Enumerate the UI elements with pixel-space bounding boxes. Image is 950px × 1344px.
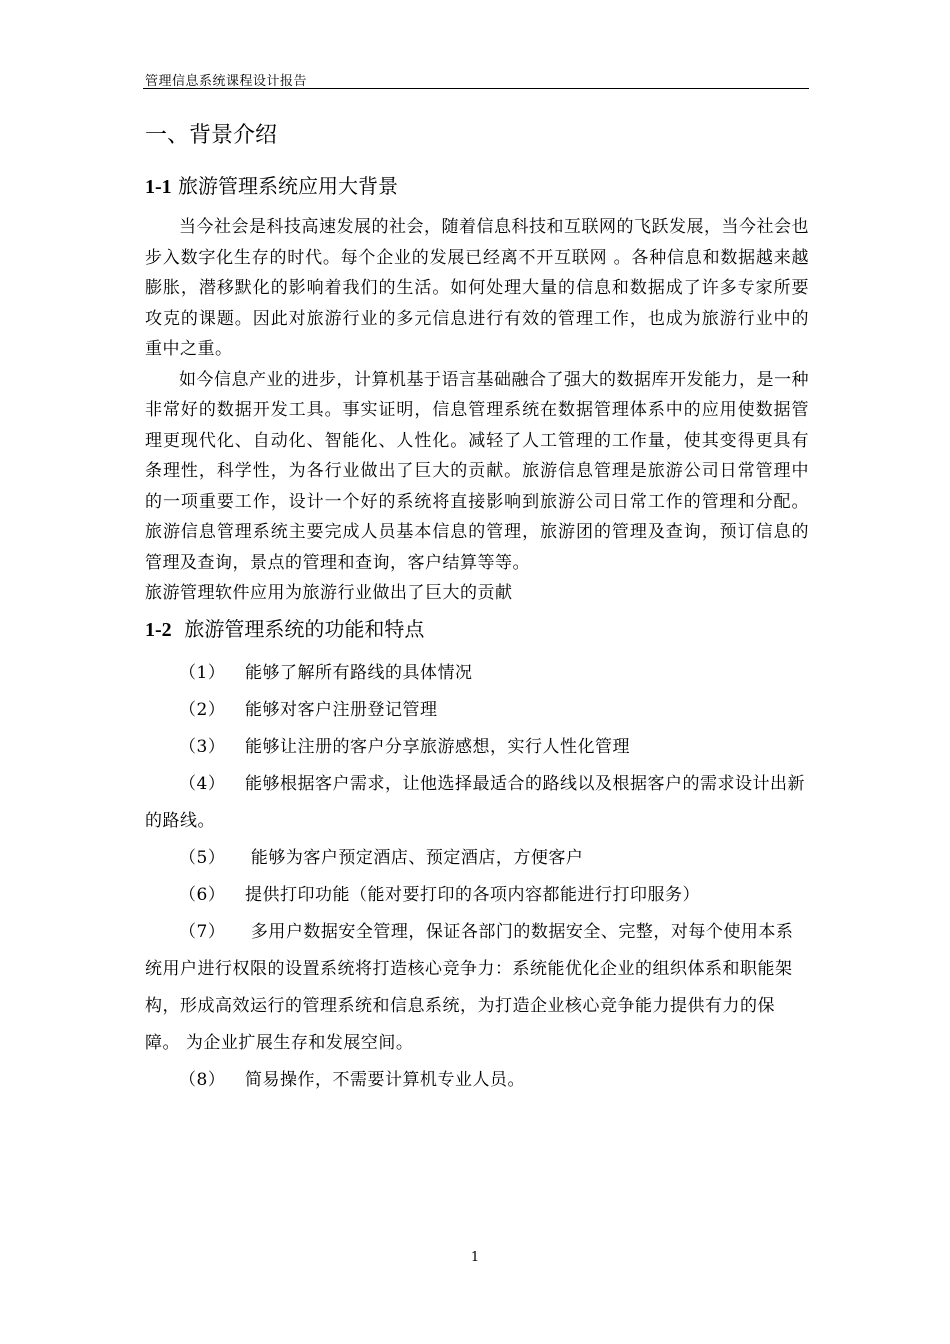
list-item xyxy=(145,655,809,692)
list-item-number: （3） xyxy=(179,736,226,757)
list-item xyxy=(145,1062,809,1099)
page-number: 1 xyxy=(470,1250,480,1265)
list-item-number: （6） xyxy=(179,884,226,905)
list-item-text: 能够为客户预定酒店、预定酒店，方便客户 xyxy=(245,847,584,868)
header-divider xyxy=(143,88,809,89)
list-item-number: （5） xyxy=(179,847,226,868)
subsection-2-title: 旅游管理系统的功能和特点 xyxy=(184,616,425,641)
list-item-text: 简易操作，不需要计算机专业人员。 xyxy=(245,1069,525,1090)
list-item xyxy=(145,729,809,766)
list-item xyxy=(145,766,809,840)
subsection-2-heading xyxy=(145,609,809,649)
paragraph-2: 如今信息产业的进步，计算机基于语言基础融合了强大的数据库开发能力，是一种非常好的数据开发工具。事实证明，信息管理系统在数据管理体系中的应用使数据管理更现代化、自动化、智能化、人性化。减轻了人工管理的工作量，使其变得更具有条理性，科学性，为各行业做出了巨大的贡献。旅游信息管理是旅游公司日常管理中的一项重要工作，设计一个好的系统将直接影响到旅游公司日常工作的管理和分配。旅游信息管理系统主要完成人员基本信息的管理，旅游团的管理及查询，预订信息的管理及查询，景点的管理和查询，客户结算等等。 xyxy=(145,369,809,573)
subsection-1-heading xyxy=(145,166,809,206)
list-item-text: 能够让注册的客户分享旅游感想，实行人性化管理 xyxy=(245,736,630,757)
list-item xyxy=(145,877,809,914)
list-item-number: （8） xyxy=(179,1069,226,1090)
list-item xyxy=(145,692,809,729)
list-item-text: 能够根据客户需求，让他选择最适合的路线以及根据客户的需求设计出新的路线。 xyxy=(145,773,805,831)
list-item-text: 能够对客户注册登记管理 xyxy=(245,699,438,720)
list-item-number: （1） xyxy=(179,662,226,683)
list-item-number: （7） xyxy=(179,921,226,942)
section-title: 一、背景介绍 xyxy=(145,123,278,148)
subsection-1-number: 1-1 xyxy=(145,176,172,198)
list-item-number: （4） xyxy=(179,773,226,794)
list-item xyxy=(145,914,809,1062)
list-item-text: 多用户数据安全管理，保证各部门的数据安全、完整，对每个使用本系统用户进行权限的设置系统将打造核心竞争力：系统能优化企业的组织体系和职能架构，形成高效运行的管理系统和信息系统，为打造企业核心竞争能力提供有力的保障。 为企业扩展生存和发展空间。 xyxy=(145,921,794,1053)
paragraph-1: 当今社会是科技高速发展的社会，随着信息科技和互联网的飞跃发展，当今社会也步入数字化生存的时代。每个企业的发展已经离不开互联网 。各种信息和数据越来越膨胀，潜移默化的影响着我们的生活。如何处理大量的信息和数据成了许多专家所要攻克的课题。因此对旅游行业的多元信息进行有效的管理工作，也成为旅游行业中的重中之重。 xyxy=(145,217,809,359)
subsection-1-title: 旅游管理系统应用大背景 xyxy=(178,174,399,198)
subsection-2-number: 1-2 xyxy=(145,618,172,641)
document-body xyxy=(145,116,809,1099)
list-item-number: （2） xyxy=(179,699,226,720)
paragraph-3: 旅游管理软件应用为旅游行业做出了巨大的贡献 xyxy=(145,583,513,603)
list-item-text: 能够了解所有路线的具体情况 xyxy=(245,662,473,683)
page-header-title: 管理信息系统课程设计报告 xyxy=(145,74,308,89)
list-item xyxy=(145,840,809,877)
list-item-text: 提供打印功能（能对要打印的各项内容都能进行打印服务） xyxy=(245,884,700,905)
